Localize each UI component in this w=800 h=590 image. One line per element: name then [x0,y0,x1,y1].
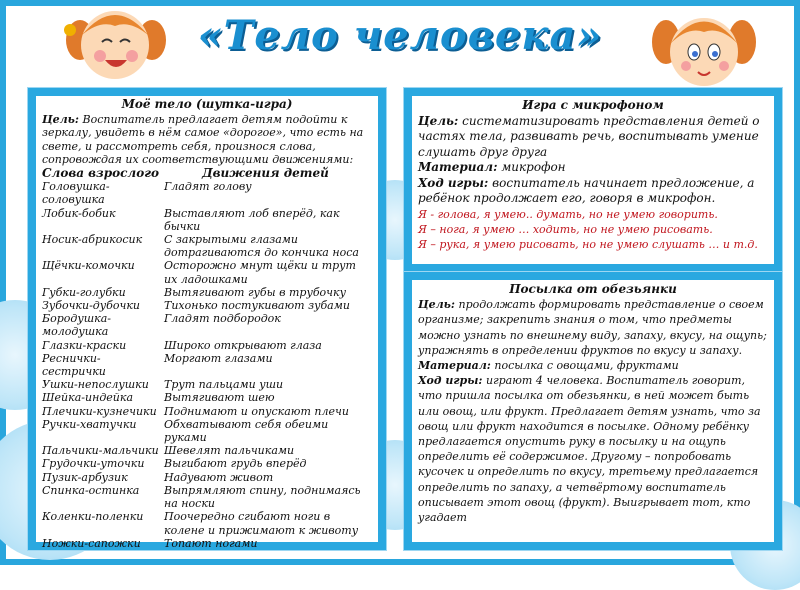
material-text: микрофон [497,160,566,174]
rhyme-words: Реснички-сестрички [42,351,106,379]
rhyme-action: Обхватывают себя обеими руками [164,417,329,445]
rhyme-action: Трут пальцами уши [164,378,284,392]
rhyme-words: Носик-абрикосик [42,233,143,247]
rhyme-row [42,457,372,470]
rhyme-action: Поднимают и опускают плечи [164,404,349,418]
rhyme-words: Щёчки-комочки [42,259,135,273]
rhyme-words: Головушка-соловушка [42,180,110,207]
rhyme-row [42,180,372,206]
rhyme-row [42,418,372,444]
material-paragraph [418,160,768,176]
rhyme-row [42,259,372,285]
rhyme-words: Пузик-арбузик [42,470,128,484]
rhyme-words: Ножки-сапожки [42,536,141,550]
rhyme-action: Осторожно мнут щёки и трут их ладошками [164,259,356,286]
rhyme-words: Губки-голубки [42,285,126,299]
girl-left-illustration [60,0,170,90]
rhyme-words: Плечики-кузнечики [42,404,157,418]
rhyme-words: Спинка-остинка [42,483,140,497]
goal-paragraph [418,297,768,358]
rhyme-row [42,312,372,338]
panel-title: Игра с микрофоном [522,98,664,112]
rhyme-words: Бородушка-молодушка [42,312,111,339]
rhyme-action: Гладят подбородок [164,312,281,326]
rhyme-words: Глазки-краски [42,338,127,352]
goal-label: Цель: [418,113,459,128]
rhyme-action: Вытягивают губы в трубочку [164,285,346,299]
course-paragraph [418,176,768,207]
rhyme-row [42,405,372,418]
rhyme-action: Топают ногами [164,536,258,550]
column-words-header: Слова взрослого [42,166,159,181]
rhyme-action: Моргают глазами [164,351,273,365]
rhyme-action: Надувают живот [164,470,274,484]
rhyme-action: Выпрямляют спину, поднимаясь на носки [164,483,361,511]
rhyme-row [42,444,372,457]
rhyme-row [42,484,372,510]
rhyme-row [42,286,372,299]
course-paragraph [418,373,768,525]
rhyme-action: Широко открывают глаза [164,338,322,352]
example-line: Я – нога, я умею … ходить, но не умею рисовать. [418,222,713,236]
body-game-panel [28,88,386,550]
rhyme-row [42,378,372,391]
goal-text: продолжать формировать представление о своем организме; закрепить знания о том, что предметы можно узнать по внешнему виду, запаху, вкусу, на ощупь; упражнять в определении фруктов по вкусу и запаху. [418,298,767,357]
course-text: воспитатель начинает предложение, а ребёнок продолжает его, говоря в микрофон. [418,175,755,205]
rhyme-row [42,299,372,312]
example-line: Я – рука, я умею рисовать, но не умею слушать … и т.д. [418,237,758,251]
columns-header [42,167,372,180]
page-title: «Тело человека» [197,12,603,59]
material-label: Материал: [418,160,498,174]
column-actions-header: Движения детей [202,166,329,181]
rhyme-action: Поочередно сгибают ноги в колене и прижимают к животу [164,510,359,537]
rhyme-row [42,207,372,233]
rhyme-words: Ушки-непослушки [42,378,149,392]
goal-label: Цель: [42,113,79,127]
rhyme-words: Ручки-хватучки [42,417,137,431]
rhyme-words: Грудочки-уточки [42,457,145,471]
material-label: Материал: [418,359,491,373]
goal-text: систематизировать представления детей о частях тела, развивать речь, воспитывать умение слушать друг друга [418,113,760,159]
rhyme-action: Гладят голову [164,180,252,194]
rhyme-row [42,537,372,550]
rhyme-action: Вытягивают шею [164,391,275,405]
goal-paragraph [418,114,768,161]
rhyme-words: Зубочки-дубочки [42,299,140,313]
rhyme-row [42,471,372,484]
monkey-parcel-panel [404,272,782,550]
rhyme-action: Выгибают грудь вперёд [164,457,307,471]
rhyme-action: Шевелят пальчиками [164,444,295,458]
rhyme-list [42,180,372,550]
course-label: Ход игры: [418,175,489,190]
goal-text: Воспитатель предлагает детям подойти к зеркалу, увидеть в нём самое «дорогое», что есть на свете, и рассмотреть себя, произнося слова, сопровождая их соответствующими движениями: [42,113,364,166]
panel-title: Моё тело (шутка-игра) [121,97,293,111]
rhyme-action: Тихонько постукивают зубами [164,299,350,313]
rhyme-words: Коленки-поленки [42,510,144,524]
course-label: Ход игры: [418,374,483,388]
microphone-game-panel [404,88,782,272]
rhyme-row [42,391,372,404]
example-line: Я - голова, я умею.. думать, но не умею говорить. [418,207,718,221]
goal-label: Цель: [418,298,455,312]
rhyme-words: Пальчики-мальчики [42,444,159,458]
rhyme-row [42,352,372,378]
rhyme-action: С закрытыми глазами дотрагиваются до кончика носа [164,233,359,260]
panel-title: Посылка от обезьянки [509,282,677,296]
goal-paragraph [42,113,372,166]
course-text: играют 4 человека. Воспитатель говорит, что пришла посылка от обезьянки, в ней может быть или овощ, или фрукт. Предлагает детям узнать, что за овощ или фрукт находится в посылке. Одному ребёнку предлагается опустить руку в посылку и на ощупь определить её содержимое. Другому – попробовать кусочек и определить по вкусу, третьему предлагается определить по запаху, а четвёртому воспитатель описывает этот овощ (фрукт). Выигрывает тот, кто угадает [418,374,761,525]
rhyme-row [42,339,372,352]
rhyme-words: Шейка-индейка [42,391,134,405]
material-paragraph [418,358,768,373]
rhyme-words: Лобик-бобик [42,206,116,220]
rhyme-action: Выставляют лоб вперёд, как бычки [164,206,340,233]
rhyme-row [42,510,372,536]
material-text: посылка с овощами, фруктами [490,359,679,373]
rhyme-row [42,233,372,259]
